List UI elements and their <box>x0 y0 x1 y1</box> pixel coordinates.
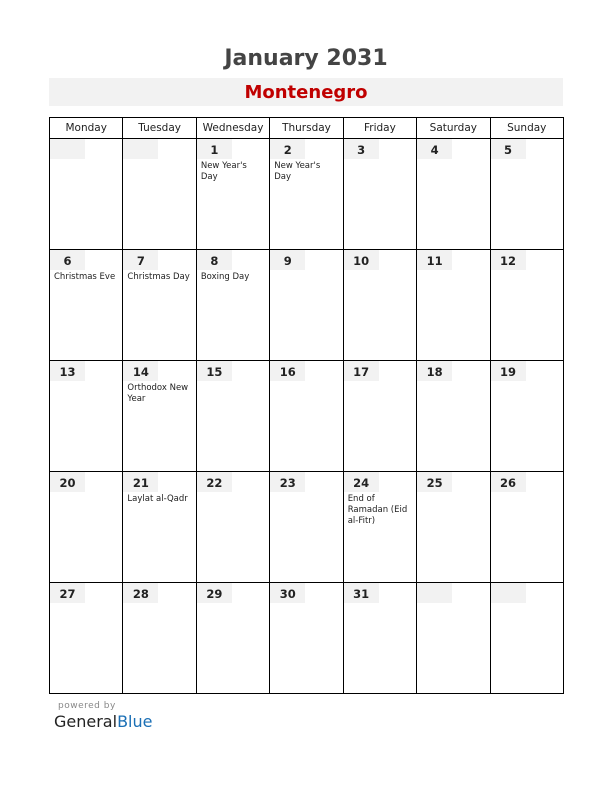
week-row <box>50 139 564 250</box>
holiday-label <box>344 381 416 383</box>
day-number: 30 <box>270 583 305 603</box>
day-cell <box>270 361 343 472</box>
brand-general-text: General <box>54 712 118 731</box>
holiday-label <box>417 159 489 161</box>
day-cell <box>343 583 416 694</box>
calendar-grid <box>49 117 564 694</box>
day-number: 23 <box>270 472 305 492</box>
day-cell <box>343 250 416 361</box>
holiday-label: Boxing Day <box>200 272 250 282</box>
day-number <box>123 139 158 159</box>
day-cell <box>123 583 196 694</box>
week-row <box>50 583 564 694</box>
weekday-header: Sunday <box>490 118 563 139</box>
day-cell <box>123 472 196 583</box>
holiday-label <box>417 603 489 605</box>
week-row <box>50 250 564 361</box>
day-cell <box>417 250 490 361</box>
day-number: 17 <box>344 361 379 381</box>
weekday-header: Monday <box>50 118 123 139</box>
day-number: 29 <box>197 583 232 603</box>
holiday-label <box>417 270 489 272</box>
day-cell <box>196 583 269 694</box>
weekday-header: Thursday <box>270 118 343 139</box>
day-number: 11 <box>417 250 452 270</box>
day-number: 7 <box>123 250 158 270</box>
weekday-header-row <box>50 118 564 139</box>
day-cell <box>123 361 196 472</box>
day-cell <box>50 583 123 694</box>
week-row <box>50 472 564 583</box>
day-cell <box>490 472 563 583</box>
day-cell <box>50 250 123 361</box>
day-number: 26 <box>491 472 526 492</box>
holiday-label: Orthodox New Year <box>127 383 189 404</box>
holiday-label <box>270 492 342 494</box>
brand-blue-text: Blue <box>117 712 153 731</box>
day-number <box>417 583 452 603</box>
holiday-label <box>50 381 122 383</box>
day-number: 10 <box>344 250 379 270</box>
day-cell <box>343 139 416 250</box>
day-cell <box>196 250 269 361</box>
holiday-label <box>50 603 122 605</box>
holiday-label: Laylat al-Qadr <box>127 494 188 504</box>
day-number: 12 <box>491 250 526 270</box>
holiday-label <box>491 381 563 383</box>
holiday-label: New Year's Day <box>274 161 321 182</box>
holiday-label <box>491 603 563 605</box>
day-cell <box>490 250 563 361</box>
day-cell <box>270 250 343 361</box>
day-number: 1 <box>197 139 232 159</box>
holiday-label <box>270 270 342 272</box>
holiday-label <box>344 159 416 161</box>
day-number: 21 <box>123 472 158 492</box>
day-number: 18 <box>417 361 452 381</box>
day-cell <box>270 139 343 250</box>
day-cell <box>490 583 563 694</box>
day-cell <box>196 361 269 472</box>
holiday-label <box>344 270 416 272</box>
day-number: 5 <box>491 139 526 159</box>
day-number: 8 <box>197 250 232 270</box>
day-cell <box>417 472 490 583</box>
holiday-label <box>417 381 489 383</box>
day-number: 22 <box>197 472 232 492</box>
day-cell <box>196 472 269 583</box>
country-name: Montenegro <box>244 82 368 103</box>
holiday-label: Christmas Day <box>127 272 190 282</box>
holiday-label <box>491 492 563 494</box>
day-cell <box>490 361 563 472</box>
day-number: 24 <box>344 472 379 492</box>
weekday-header: Wednesday <box>196 118 269 139</box>
day-cell <box>123 250 196 361</box>
day-cell <box>270 472 343 583</box>
day-number: 31 <box>344 583 379 603</box>
day-cell <box>490 139 563 250</box>
day-cell <box>343 361 416 472</box>
day-cell <box>50 361 123 472</box>
day-number: 20 <box>50 472 85 492</box>
day-number: 13 <box>50 361 85 381</box>
day-cell <box>196 139 269 250</box>
holiday-label: End of Ramadan (Eid al-Fitr) <box>347 494 408 526</box>
holiday-label <box>123 159 195 161</box>
holiday-label: New Year's Day <box>200 161 247 182</box>
holiday-label <box>123 603 195 605</box>
day-number <box>50 139 85 159</box>
day-number: 28 <box>123 583 158 603</box>
holiday-label <box>197 381 269 383</box>
day-number: 27 <box>50 583 85 603</box>
day-cell <box>50 472 123 583</box>
day-number: 19 <box>491 361 526 381</box>
day-number: 6 <box>50 250 85 270</box>
weekday-header: Tuesday <box>123 118 196 139</box>
day-cell <box>50 139 123 250</box>
holiday-label <box>491 270 563 272</box>
weekday-header: Saturday <box>417 118 490 139</box>
day-cell <box>417 139 490 250</box>
day-number: 15 <box>197 361 232 381</box>
day-number: 4 <box>417 139 452 159</box>
holiday-label <box>197 603 269 605</box>
holiday-label: Christmas Eve <box>54 272 116 282</box>
day-number: 14 <box>123 361 158 381</box>
day-number <box>491 583 526 603</box>
day-number: 3 <box>344 139 379 159</box>
day-cell <box>417 583 490 694</box>
holiday-label <box>50 492 122 494</box>
holiday-label <box>50 159 122 161</box>
holiday-label <box>344 603 416 605</box>
holiday-label <box>491 159 563 161</box>
holiday-label <box>197 492 269 494</box>
day-cell <box>123 139 196 250</box>
day-cell <box>270 583 343 694</box>
weekday-header: Friday <box>343 118 416 139</box>
day-number: 16 <box>270 361 305 381</box>
generalblue-logo[interactable] <box>54 712 152 731</box>
holiday-label <box>270 603 342 605</box>
day-number: 2 <box>270 139 305 159</box>
powered-by-label: powered by <box>58 701 116 711</box>
holiday-label <box>270 381 342 383</box>
day-number: 9 <box>270 250 305 270</box>
day-cell <box>417 361 490 472</box>
page-title: January 2031 <box>224 46 388 71</box>
holiday-label <box>417 492 489 494</box>
week-row <box>50 361 564 472</box>
day-cell <box>343 472 416 583</box>
country-banner <box>49 78 563 106</box>
day-number: 25 <box>417 472 452 492</box>
